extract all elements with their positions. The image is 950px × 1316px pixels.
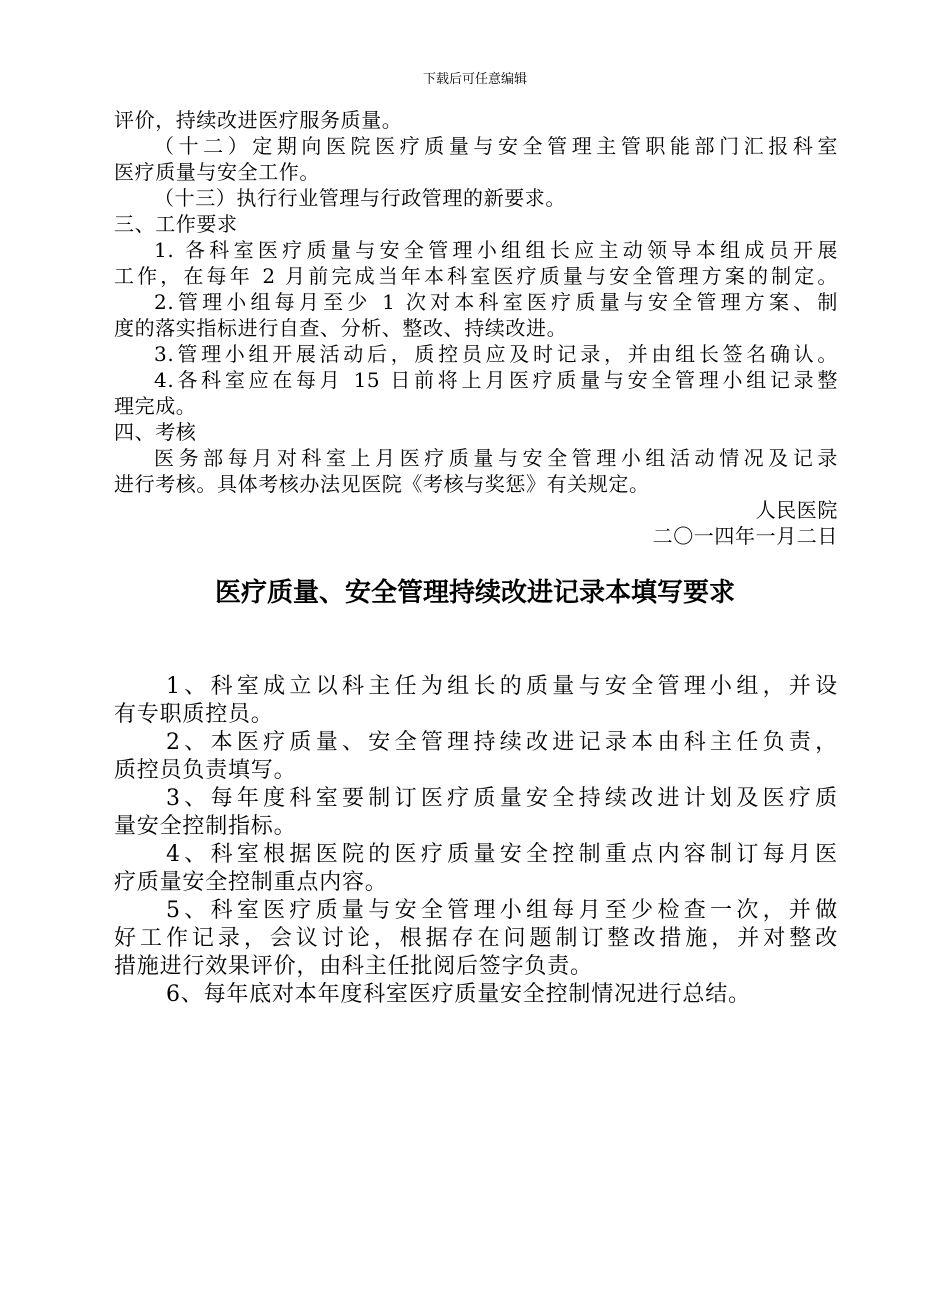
- paragraph-line: 4.各科室应在每月 15 日前将上月医疗质量与安全管理小组记录整: [154, 368, 838, 392]
- paragraph-line: 进行考核。具体考核办法见医院《考核与奖惩》有关规定。: [114, 472, 650, 496]
- paragraph-line: 3、每年度科室要制订医疗质量安全持续改进计划及医疗质: [166, 786, 838, 811]
- document-section-requirements: [114, 107, 838, 549]
- paragraph-line: 评价，持续改进医疗服务质量。: [114, 108, 403, 132]
- paragraph-line: 4、科室根据医院的医疗质量安全控制重点内容制订每月医: [166, 842, 838, 867]
- paragraph-line: 1. 各科室医疗质量与安全管理小组组长应主动领导本组成员开展: [154, 238, 838, 262]
- paragraph-line: 工作，在每年 2 月前完成当年本科室医疗质量与安全管理方案的制定。: [114, 264, 838, 288]
- paragraph-line: 理完成。: [114, 394, 197, 418]
- page-header-note: 下载后可任意编辑: [422, 72, 527, 87]
- paragraph-line: 三、工作要求: [114, 212, 238, 236]
- paragraph-line: 疗质量安全控制重点内容。: [114, 870, 388, 895]
- paragraph-line: 度的落实指标进行自查、分析、整改、持续改进。: [114, 316, 568, 340]
- paragraph-line: 5、科室医疗质量与安全管理小组每月至少检查一次，并做: [166, 898, 838, 923]
- document-title: 医疗质量、安全管理持续改进记录本填写要求: [214, 578, 735, 608]
- paragraph-line: 1、科室成立以科主任为组长的质量与安全管理小组，并设: [166, 674, 838, 699]
- document-section-filling-requirements: [114, 673, 838, 1009]
- paragraph-line: 质控员负责填写。: [114, 758, 297, 783]
- paragraph-line: 措施进行效果评价，由科主任批阅后签字负责。: [114, 954, 593, 979]
- paragraph-line: 医务部每月对科室上月医疗质量与安全管理小组活动情况及记录: [154, 446, 838, 470]
- paragraph-line: 2、本医疗质量、安全管理持续改进记录本由科主任负责，: [166, 730, 838, 755]
- paragraph-line: 6、每年底对本年度科室医疗质量安全控制情况进行总结。: [166, 982, 751, 1007]
- paragraph-line: 好工作记录，会议讨论，根据存在问题制订整改措施，并对整改: [114, 926, 838, 951]
- section-1-lines: [114, 107, 838, 497]
- signature-date: 二〇一四年一月二日: [652, 524, 838, 548]
- section-2-lines: [114, 673, 838, 1009]
- paragraph-line: 2.管理小组每月至少 1 次对本科室医疗质量与安全管理方案、制: [154, 290, 838, 314]
- paragraph-line: （十三）执行行业管理与行政管理的新要求。: [154, 186, 566, 210]
- paragraph-line: （十二）定期向医院医疗质量与安全管理主管职能部门汇报科室: [154, 134, 838, 158]
- paragraph-line: 四、考核: [114, 420, 197, 444]
- paragraph-line: 医疗质量与安全工作。: [114, 160, 320, 184]
- paragraph-line: 量安全控制指标。: [114, 814, 297, 839]
- paragraph-line: 3.管理小组开展活动后，质控员应及时记录，并由组长签名确认。: [154, 342, 838, 366]
- signature-organization: 人民医院: [755, 498, 838, 522]
- paragraph-line: 有专职质控员。: [114, 702, 274, 727]
